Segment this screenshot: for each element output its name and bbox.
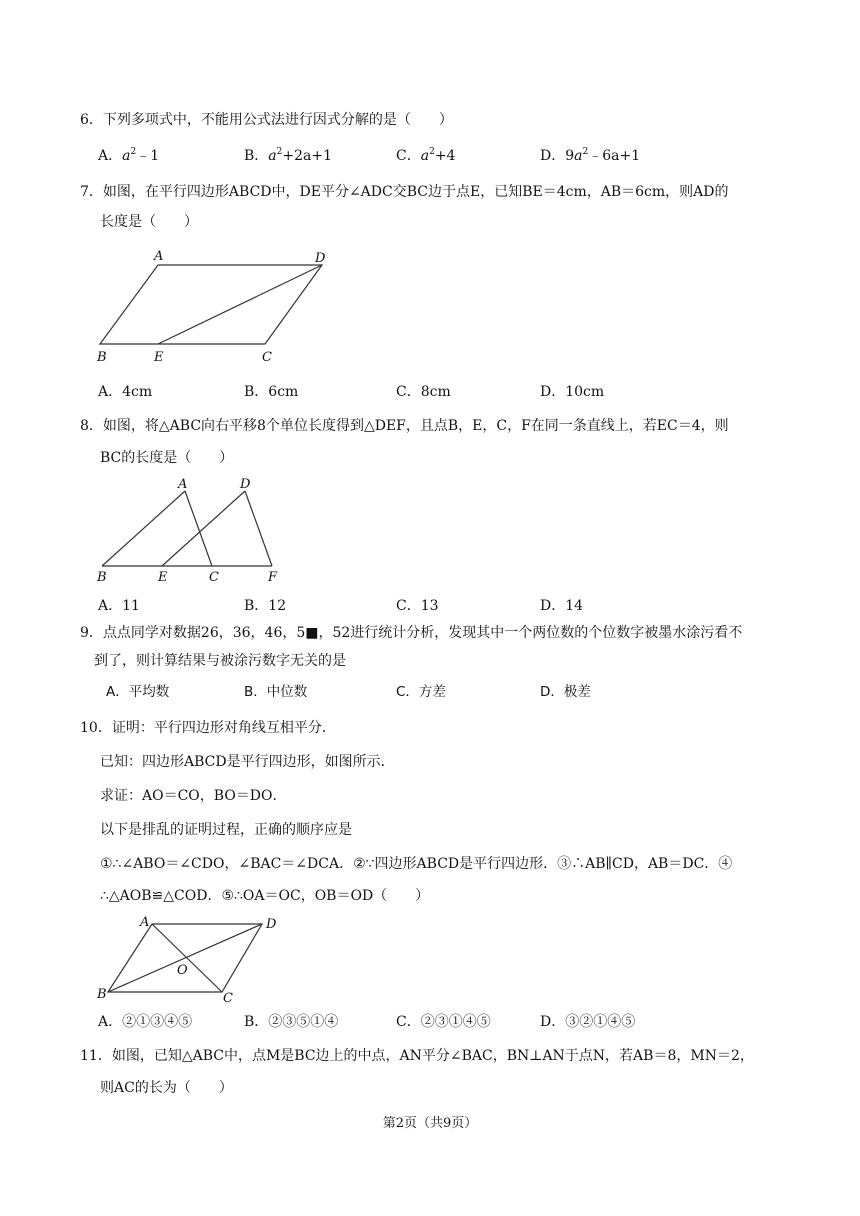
q10-option-c: C．②③①④⑤ (396, 1014, 491, 1030)
q10-label-a: A (140, 915, 150, 930)
q9-text-line2: 到了，则计算结果与被涂污数字无关的是 (94, 653, 346, 669)
q9-text-line1: 9．点点同学对数据26，36，46，5■，52进行统计分析，发现其中一个两位数的个位数字被墨水涂污看不 (80, 625, 743, 641)
q9-option-d: D．极差 (540, 684, 591, 700)
q8-segment-df (245, 491, 272, 566)
q8-label-a: A (178, 477, 188, 492)
q7-label-a: A (154, 249, 164, 264)
q6-option-d: D．$9a^2﹣6a+1$ (540, 147, 641, 164)
q10-option-d: D．③②①④⑤ (540, 1014, 636, 1030)
q7-label-c: C (262, 350, 272, 365)
q7-segment-de (158, 265, 322, 344)
q8-option-d: D．14 (540, 598, 584, 614)
q8-segment-de (162, 491, 245, 566)
q8-segment-ab (102, 491, 185, 566)
q10-steps-line2: ∴△AOB≌△COD．⑤∴OA＝OC，OB＝OD（ ） (100, 888, 430, 904)
q8-text-line2: BC的长度是（ ） (100, 450, 234, 466)
q7-option-a: A．4cm (98, 384, 153, 400)
q7-label-d: D (315, 251, 326, 266)
q8-option-b: B．12 (244, 598, 287, 614)
q10-option-b: B．②③⑤①④ (244, 1014, 339, 1030)
q6-option-b: B．$a^2+2a+1$ (244, 147, 333, 164)
q6-option-c: C．$a^2+4$ (396, 147, 456, 164)
q10-title: 10．证明：平行四边形对角线互相平分． (80, 720, 336, 736)
q7-text-line1: 7．如图，在平行四边形ABCD中，DE平分∠ADC交BC边于点E，已知BE＝4cm，AB＝6cm，则AD的 (80, 184, 729, 200)
q11-text-line2: 则AC的长为（ ） (100, 1080, 233, 1096)
q7-label-e: E (154, 350, 164, 365)
q10-prove: 求证：AO＝CO，BO＝DO． (100, 788, 287, 804)
q11-text-line1: 11．如图，已知△ABC中，点M是BC边上的中点，AN平分∠BAC，BN⊥AN于点N，若AB＝8，MN＝2， (80, 1048, 754, 1064)
q10-intro: 以下是排乱的证明过程，正确的顺序应是 (100, 822, 352, 838)
q8-label-d: D (240, 477, 251, 492)
q6-option-a: A．$a^2﹣1$ (98, 147, 160, 164)
q6-text: 6．下列多项式中，不能用公式法进行因式分解的是（ ） (80, 112, 453, 128)
q10-label-b: B (97, 987, 107, 1002)
page-footer: 第2页（共9页） (382, 1116, 478, 1131)
q10-diagonal-bd (108, 924, 262, 992)
q9-option-a: A．平均数 (106, 684, 170, 700)
q9-option-c: C．方差 (396, 684, 446, 700)
q7-parallelogram-figure (90, 245, 340, 370)
q7-parallelogram-abcd (100, 265, 322, 344)
q7-option-b: B．6cm (244, 384, 299, 400)
q8-text-line1: 8．如图，将△ABC向右平移8个单位长度得到△DEF，且点B，E，C，F在同一条直线上，若EC＝4，则 (80, 418, 729, 434)
q7-option-d: D．10cm (540, 384, 605, 400)
q10-given: 已知：四边形ABCD是平行四边形，如图所示． (100, 754, 395, 770)
q10-option-a: A．②①③④⑤ (98, 1014, 193, 1030)
q8-label-f: F (268, 570, 278, 585)
q8-label-c: C (209, 570, 219, 585)
q8-label-e: E (158, 570, 168, 585)
q9-option-b: B．中位数 (244, 684, 308, 700)
q7-option-c: C．8cm (396, 384, 451, 400)
q8-translation-figure (90, 474, 290, 589)
q8-segment-ac (185, 491, 212, 566)
q10-parallelogram-figure (90, 912, 290, 1007)
q10-diagonal-ac (152, 924, 222, 992)
q7-label-b: B (97, 350, 107, 365)
q8-option-c: C．13 (396, 598, 439, 614)
q10-steps-line1: ①∴∠ABO＝∠CDO，∠BAC＝∠DCA．②∵四边形ABCD是平行四边形．③∴AB∥CD，AB＝DC．④ (100, 856, 733, 872)
q8-option-a: A．11 (98, 598, 140, 614)
q7-text-line2: 长度是（ ） (100, 214, 198, 230)
q8-label-b: B (97, 570, 107, 585)
q10-label-c: C (223, 991, 233, 1006)
q10-label-o: O (177, 963, 188, 978)
q10-label-d: D (266, 917, 277, 932)
